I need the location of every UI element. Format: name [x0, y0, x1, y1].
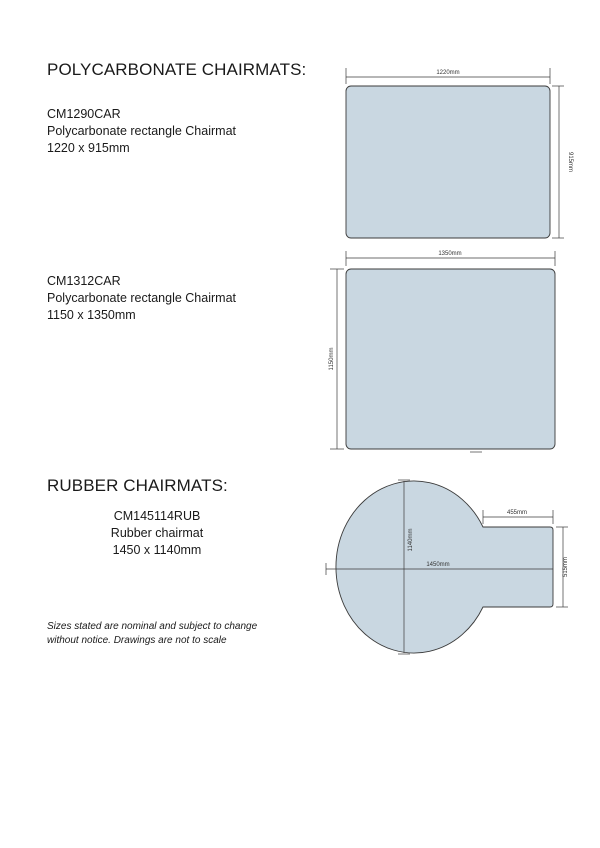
- product-1-name: Polycarbonate rectangle Chairmat: [47, 124, 236, 138]
- polycarbonate-heading: POLYCARBONATE CHAIRMATS:: [47, 60, 307, 79]
- product-3-size: 1450 x 1140mm: [112, 543, 202, 557]
- disclaimer-line-2: without notice. Drawings are not to scale: [47, 635, 227, 646]
- mat-3-width-label: 1450mm: [426, 562, 450, 568]
- mat-3-tab-width-label: 455mm: [506, 510, 528, 516]
- mat-3-tab-height-label: 515mm: [563, 556, 569, 578]
- mat-2-height-label: 1150mm: [329, 347, 335, 371]
- product-1-size: 1220 x 915mm: [47, 141, 130, 155]
- product-2-code: CM1312CAR: [47, 274, 121, 288]
- product-2-name: Polycarbonate rectangle Chairmat: [47, 291, 236, 305]
- mat-1-shape: [346, 86, 550, 238]
- product-3-name: Rubber chairmat: [110, 526, 204, 540]
- disclaimer-line-1: Sizes stated are nominal and subject to change: [47, 621, 258, 632]
- mat-2-shape: [346, 269, 555, 449]
- product-1-code: CM1290CAR: [47, 107, 121, 121]
- product-3-code: CM145114RUB: [113, 509, 201, 523]
- product-2-size: 1150 x 1350mm: [47, 308, 136, 322]
- mat-3-height-label: 1140mm: [408, 528, 414, 552]
- mat-2-width-label: 1350mm: [438, 251, 462, 257]
- mat-1-height-label: 915mm: [567, 151, 573, 173]
- rubber-heading: RUBBER CHAIRMATS:: [47, 476, 228, 495]
- mat-1-width-label: 1220mm: [436, 70, 460, 76]
